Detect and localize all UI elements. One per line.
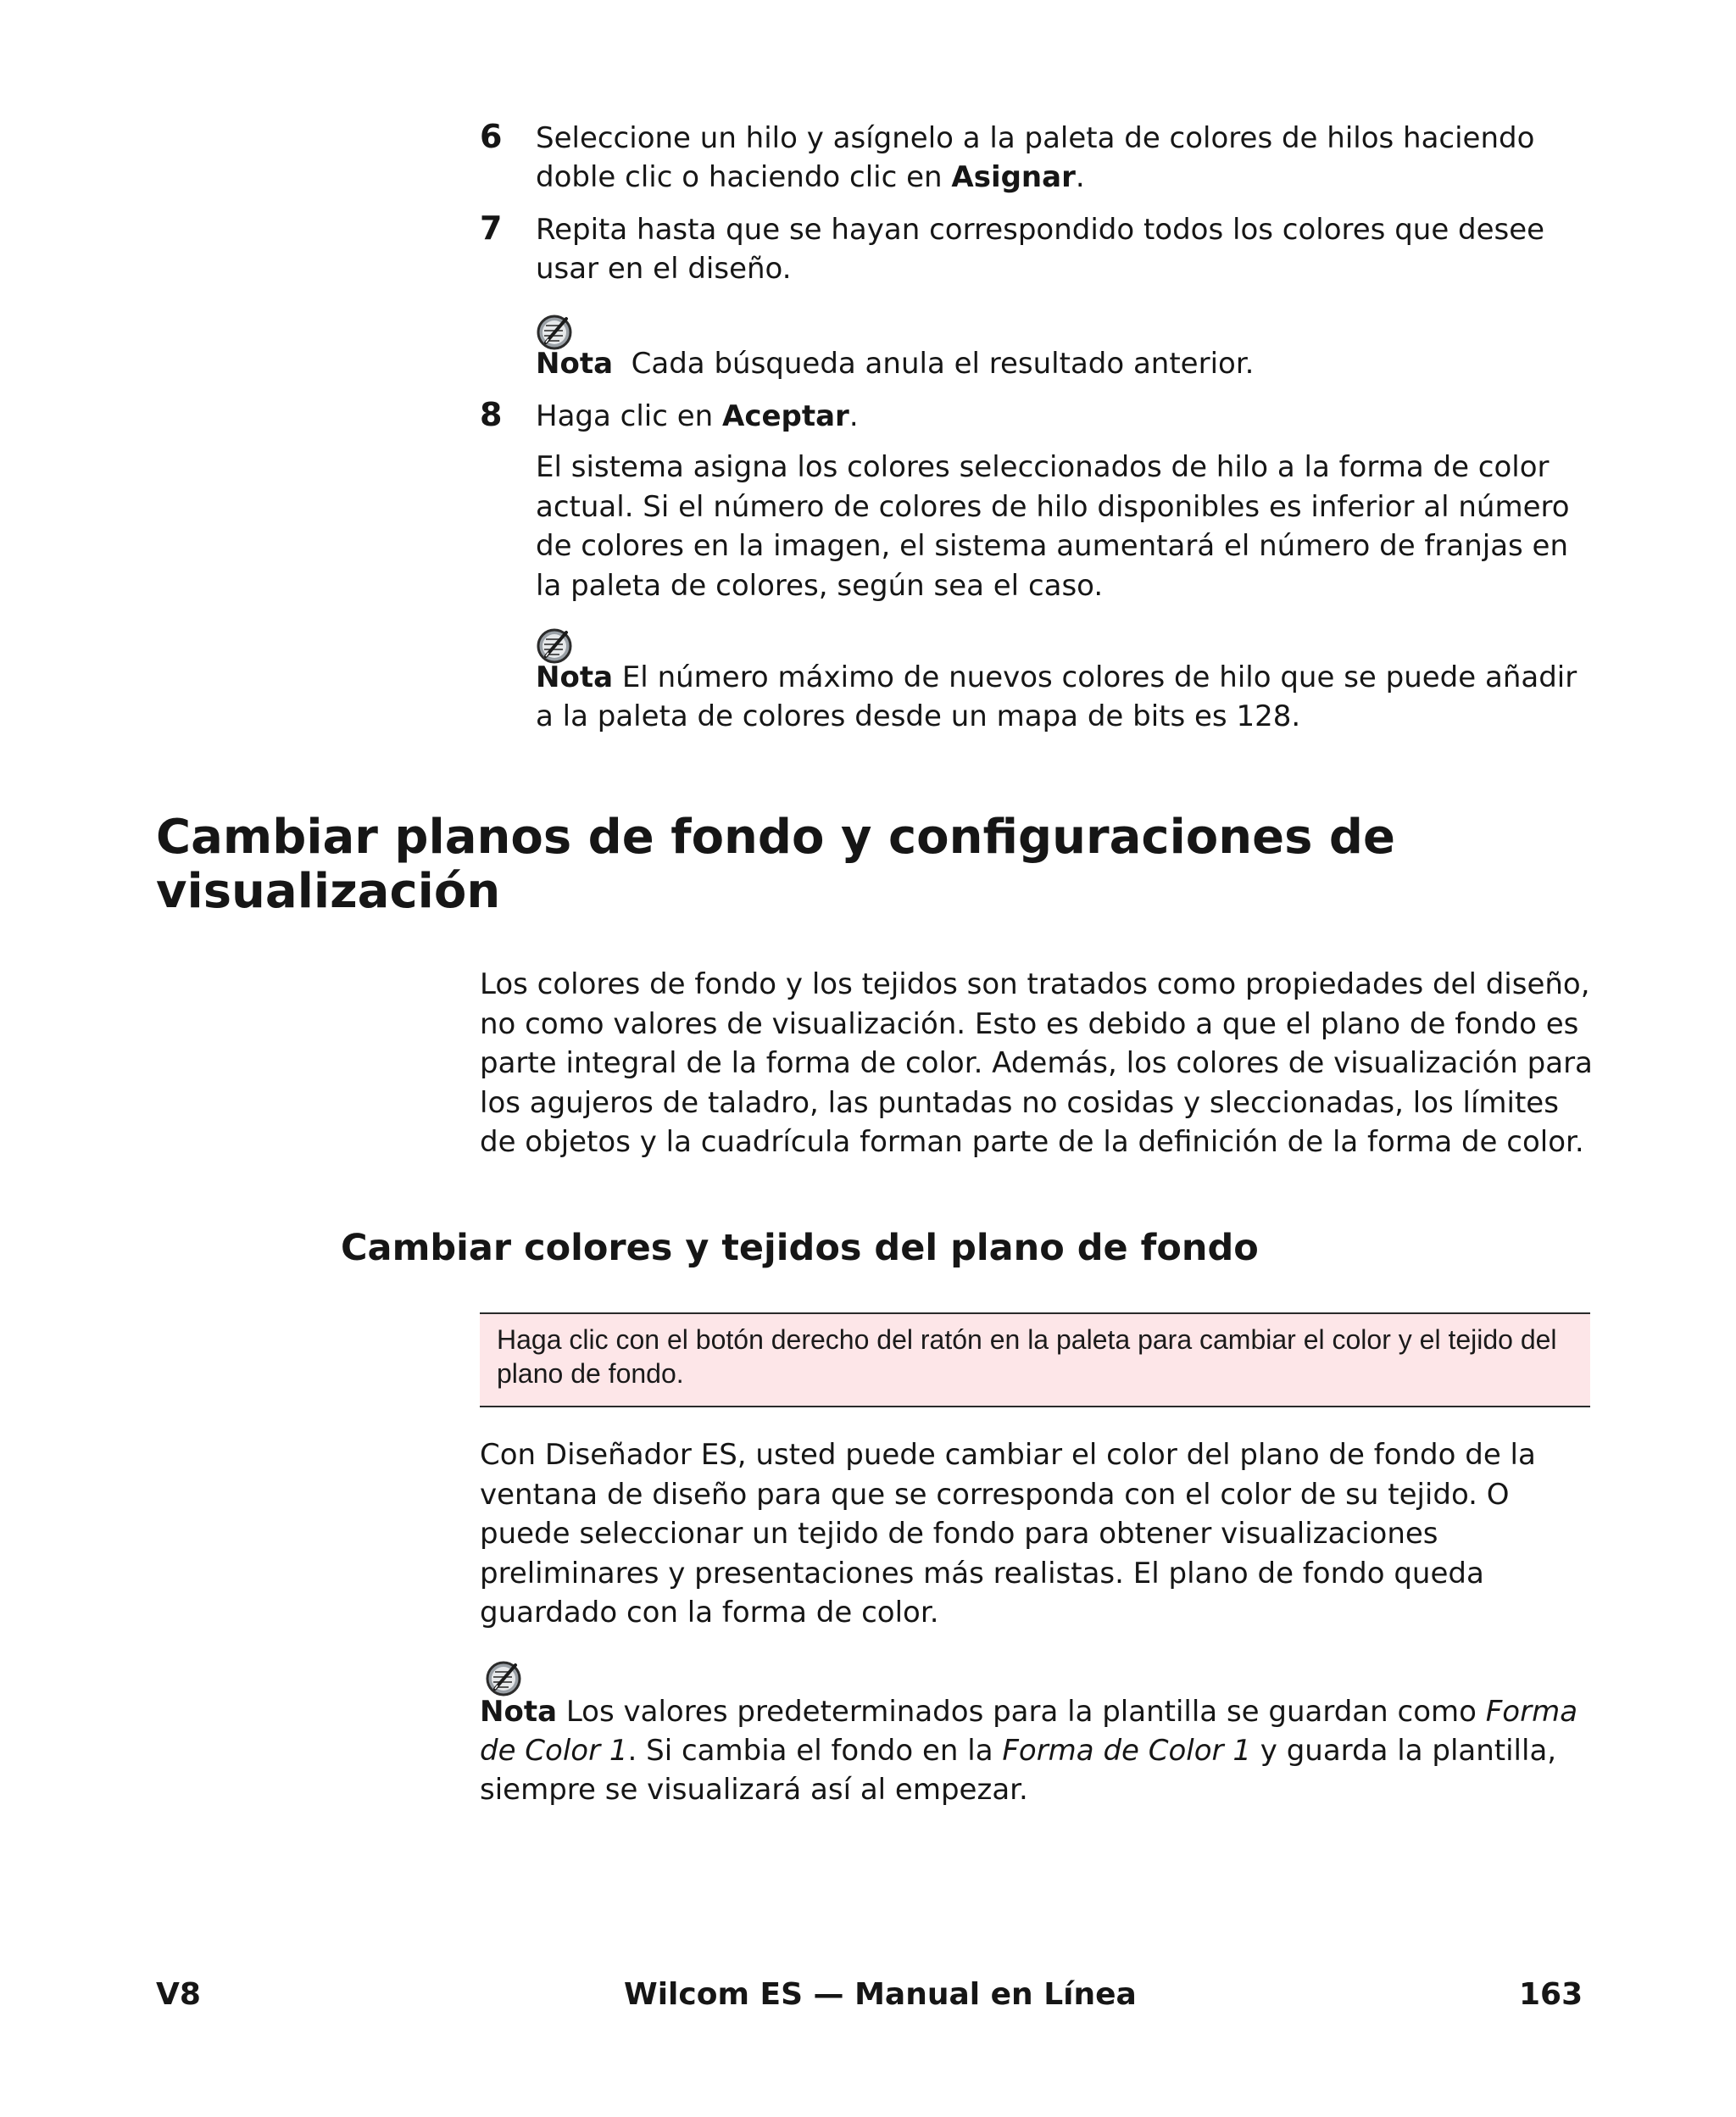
- note-3: [480, 1692, 1594, 1809]
- note-3-text-mid: . Si cambia el fondo en la: [627, 1734, 1003, 1768]
- step-6-text-post: .: [1075, 160, 1085, 194]
- tip-box: [480, 1312, 1590, 1407]
- note-label: Nota: [480, 1695, 558, 1729]
- note-3-text-post: y guarda la plantilla, siempre se visualizará así al empezar.: [480, 1734, 1557, 1807]
- step-6-text-pre: Seleccione un hilo y asígnelo a la paleta de colores de hilos haciendo doble clic o haciendo clic en: [536, 121, 1535, 194]
- subsection-title: Cambiar colores y tejidos del plano de fondo: [341, 1227, 1259, 1269]
- note-3-text-pre: Los valores predeterminados para la plantilla se guardan como: [565, 1695, 1486, 1729]
- step-number-7: 7: [480, 209, 503, 247]
- section-title: Cambiar planos de fondo y configuraciones de visualización: [156, 810, 1395, 919]
- step-7-text: Repita hasta que se hayan correspondido todos los colores que desee usar en el diseño.: [536, 213, 1545, 286]
- note-label: Nota: [536, 660, 614, 694]
- footer-title: Wilcom ES — Manual en Línea: [624, 1977, 1137, 2012]
- step-8-result: El sistema asigna los colores seleccionados de hilo a la forma de color actual. Si el número de colores de hilo disponibles es inferior al número de colores en la imagen, el sistema aumentará el número de franjas en la paleta de colores, según sea el caso.: [536, 450, 1570, 603]
- note-1-text: Cada búsqueda anula el resultado anterior.: [631, 347, 1255, 381]
- accept-command: Aceptar: [722, 399, 849, 433]
- tip-text: Haga clic con el botón derecho del ratón en la paleta para cambiar el color y el tejido del plano de fondo.: [497, 1324, 1557, 1389]
- step-8-text-pre: Haga clic en: [536, 399, 722, 433]
- step-8-text: [536, 397, 1595, 436]
- note-2-text: El número máximo de nuevos colores de hilo que se puede añadir a la paleta de colores desde un mapa de bits es 128.: [536, 660, 1577, 733]
- subsection-body: Con Diseñador ES, usted puede cambiar el color del plano de fondo de la ventana de diseño para que se corresponda con el color de su tejido. O puede seleccionar un tejido de fondo para obtener visualizaciones preliminares y presentaciones más realistas. El plano de fondo queda guardado con la forma de color.: [480, 1438, 1536, 1630]
- assign-command: Asignar: [951, 160, 1076, 194]
- color-scheme-name: Forma de Color 1: [1002, 1734, 1251, 1768]
- footer-version: V8: [156, 1977, 201, 2012]
- color-scheme-name: Forma de Color 1: [480, 1695, 1578, 1768]
- step-number-6: 6: [480, 118, 503, 155]
- step-8-text-post: .: [849, 399, 859, 433]
- note-2: [536, 658, 1591, 736]
- note-label: Nota: [536, 347, 614, 381]
- note-1: [536, 344, 1595, 383]
- step-6-text: [536, 119, 1595, 197]
- footer-page-number: 163: [1519, 1977, 1583, 2012]
- step-number-8: 8: [480, 396, 503, 433]
- section-intro: Los colores de fondo y los tejidos son tratados como propiedades del diseño, no como valores de visualización. Esto es debido a que el plano de fondo es parte integral de la forma de color. Además, los colores de visualización para los agujeros de taladro, las puntadas no cosidas y sleccionadas, los límites de objetos y la cuadrícula forman parte de la definición de la forma de color.: [480, 967, 1593, 1159]
